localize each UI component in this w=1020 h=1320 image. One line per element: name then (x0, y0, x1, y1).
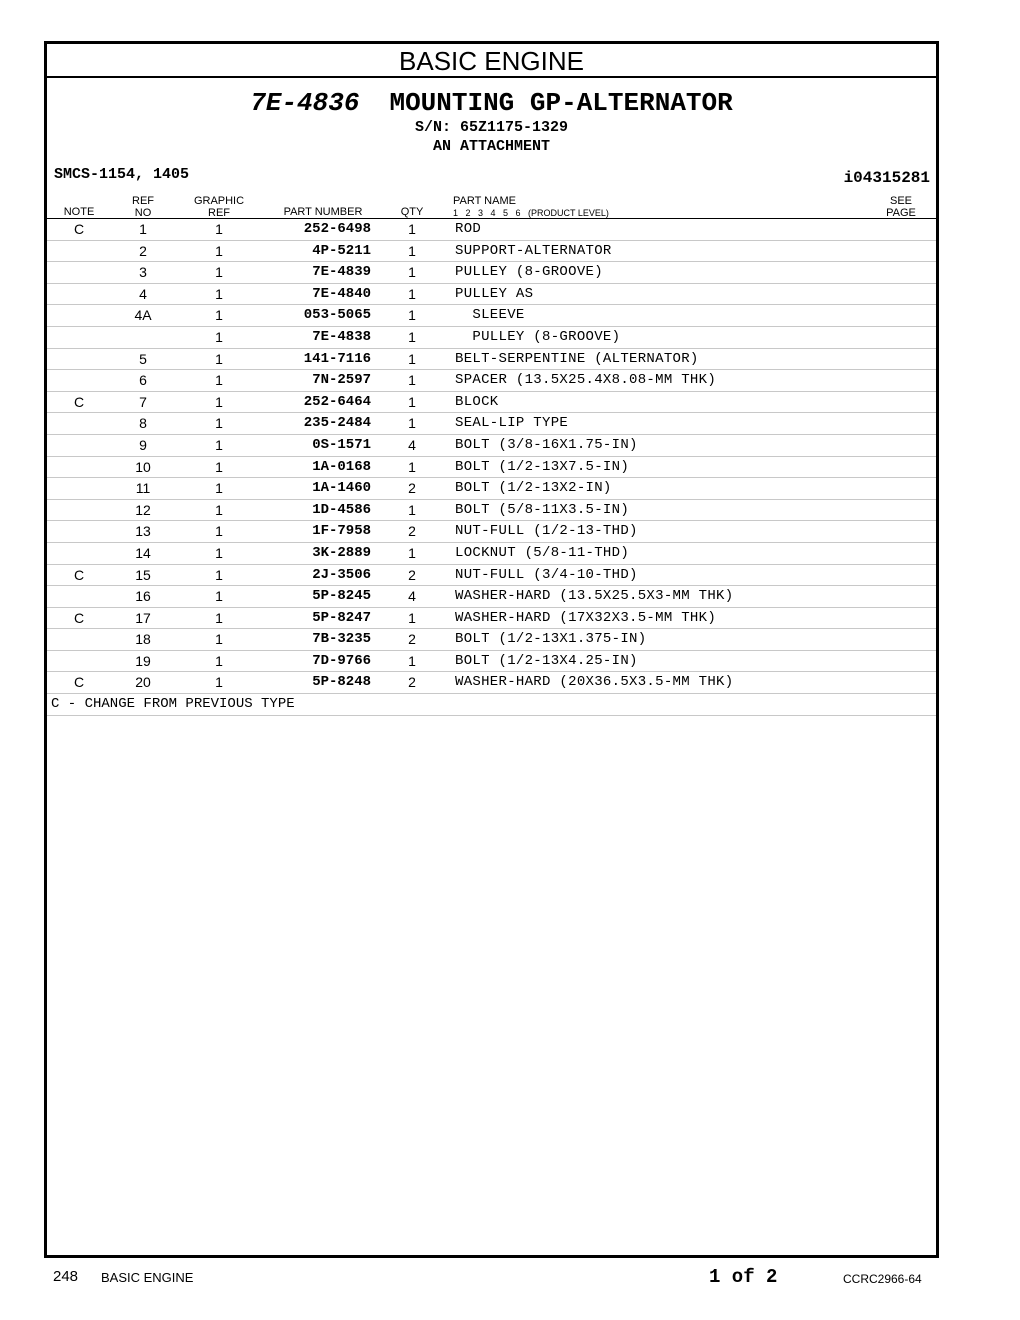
row-part-number: 7E-4840 (312, 285, 371, 302)
row-part-number: 0S-1571 (312, 436, 371, 453)
row-qty: 2 (408, 566, 416, 583)
table-row (47, 392, 936, 414)
row-part-name: WASHER-HARD (17X32X3.5-MM THK) (455, 609, 717, 626)
table-row (47, 651, 936, 673)
header-see-top: SEE (889, 195, 912, 207)
header-part-name (453, 195, 609, 219)
row-qty: 1 (408, 307, 416, 324)
row-part-name: BLOCK (455, 393, 499, 410)
header-product-levels: 1 2 3 4 5 6 (PRODUCT LEVEL) (453, 208, 609, 218)
row-part-name: LOCKNUT (5/8-11-THD) (455, 544, 630, 561)
row-qty: 1 (408, 264, 416, 281)
row-qty: 1 (408, 393, 416, 410)
row-note: C (73, 674, 85, 691)
row-part-name: BOLT (1/2-13X2-IN) (455, 480, 612, 497)
footer-page-number: 248 (53, 1268, 79, 1285)
table-row (47, 500, 936, 522)
row-part-number: 5P-8245 (312, 588, 371, 605)
row-graphic-ref: 1 (215, 372, 223, 389)
row-part-name: WASHER-HARD (13.5X25.5X3-MM THK) (455, 588, 734, 605)
table-row (47, 565, 936, 587)
row-graphic-ref: 1 (215, 458, 223, 475)
row-ref-no: 4 (139, 285, 147, 302)
row-qty: 1 (408, 609, 416, 626)
table-row (47, 241, 936, 263)
row-qty: 1 (408, 652, 416, 669)
row-part-name: PULLEY (8-GROOVE) (455, 264, 603, 281)
row-part-number: 5P-8247 (312, 609, 371, 626)
row-graphic-ref: 1 (215, 523, 223, 540)
row-part-name: ROD (455, 221, 482, 237)
row-part-number: 3K-2889 (312, 544, 371, 561)
row-ref-no: 13 (135, 523, 151, 540)
row-part-name: PULLEY AS (455, 285, 534, 302)
row-graphic-ref: 1 (215, 328, 223, 345)
row-part-name: NUT-FULL (1/2-13-THD) (455, 523, 638, 540)
table-row (47, 435, 936, 457)
row-qty: 2 (408, 674, 416, 691)
row-part-number: 141-7116 (303, 350, 371, 367)
table-row (47, 219, 936, 241)
row-ref-no: 1 (139, 221, 147, 237)
row-ref-no: 20 (135, 674, 151, 691)
row-qty: 2 (408, 480, 416, 497)
row-graphic-ref: 1 (215, 415, 223, 432)
row-qty: 4 (408, 588, 416, 605)
page-heading (47, 88, 936, 118)
row-part-number: 1D-4586 (312, 501, 371, 518)
page-frame (44, 41, 939, 1258)
row-ref-no: 4A (134, 307, 152, 324)
smcs-codes: SMCS-1154, 1405 (54, 166, 190, 183)
row-part-number: 7N-2597 (312, 372, 371, 389)
parts-table (47, 219, 936, 716)
row-qty: 2 (408, 523, 416, 540)
row-part-number: 1A-0168 (312, 458, 371, 475)
row-note: C (73, 393, 85, 410)
row-ref-no: 3 (139, 264, 147, 281)
heading-title: MOUNTING GP-ALTERNATOR (389, 88, 733, 118)
row-graphic-ref: 1 (215, 480, 223, 497)
row-graphic-ref: 1 (215, 588, 223, 605)
row-ref-no: 5 (139, 350, 147, 367)
table-row (47, 305, 936, 327)
table-row (47, 521, 936, 543)
row-ref-no: 9 (139, 436, 147, 453)
header-graphic-bottom: REF (208, 207, 230, 219)
row-graphic-ref: 1 (215, 652, 223, 669)
row-part-name: BOLT (1/2-13X4.25-IN) (455, 652, 638, 669)
table-row (47, 672, 936, 694)
row-part-number: 7E-4839 (312, 264, 371, 281)
row-ref-no: 11 (135, 480, 151, 497)
row-graphic-ref: 1 (215, 285, 223, 302)
row-ref-no: 16 (135, 588, 151, 605)
header-see-page (879, 195, 923, 219)
row-part-number: 1F-7958 (312, 523, 371, 540)
row-graphic-ref: 1 (215, 436, 223, 453)
row-ref-no: 17 (135, 609, 151, 626)
row-qty: 1 (408, 372, 416, 389)
row-ref-no: 8 (139, 415, 147, 432)
row-part-number: 7E-4838 (312, 328, 371, 345)
row-graphic-ref: 1 (215, 350, 223, 367)
table-row (47, 586, 936, 608)
row-part-number: 7B-3235 (312, 631, 371, 648)
row-part-name: SUPPORT-ALTERNATOR (455, 242, 612, 259)
row-ref-no: 14 (135, 544, 151, 561)
row-qty: 1 (408, 415, 416, 432)
table-row (47, 457, 936, 479)
row-part-name: SPACER (13.5X25.4X8.08-MM THK) (455, 372, 717, 389)
table-row (47, 478, 936, 500)
header-graphic-ref (187, 195, 251, 219)
row-qty: 1 (408, 544, 416, 561)
row-part-number: 252-6464 (303, 393, 371, 410)
row-part-name: BOLT (3/8-16X1.75-IN) (455, 436, 638, 453)
row-part-name: BOLT (5/8-11X3.5-IN) (455, 501, 630, 518)
row-qty: 1 (408, 458, 416, 475)
row-part-number: 252-6498 (303, 221, 371, 237)
table-row (47, 608, 936, 630)
row-note: C (73, 566, 85, 583)
footer-page-of: 1 of 2 (709, 1266, 778, 1288)
row-ref-no: 6 (139, 372, 147, 389)
attachment-label: AN ATTACHMENT (432, 138, 551, 155)
row-ref-no: 19 (135, 652, 151, 669)
row-ref-no: 10 (135, 458, 151, 475)
header-qty: QTY (400, 206, 424, 218)
table-row (47, 262, 936, 284)
row-qty: 4 (408, 436, 416, 453)
row-qty: 1 (408, 242, 416, 259)
row-ref-no: 15 (135, 566, 151, 583)
row-qty: 1 (408, 501, 416, 518)
row-qty: 2 (408, 631, 416, 648)
row-part-name: WASHER-HARD (20X36.5X3.5-MM THK) (455, 674, 734, 691)
row-ref-no: 7 (139, 393, 147, 410)
row-part-number: 4P-5211 (312, 242, 371, 259)
row-part-name: NUT-FULL (3/4-10-THD) (455, 566, 638, 583)
table-row (47, 327, 936, 349)
row-graphic-ref: 1 (215, 221, 223, 237)
header-graphic-top: GRAPHIC (193, 195, 245, 207)
serial-number: S/N: 65Z1175-1329 (414, 119, 569, 136)
row-note: C (73, 221, 85, 237)
row-graphic-ref: 1 (215, 393, 223, 410)
row-ref-no: 2 (139, 242, 147, 259)
row-part-number: 5P-8248 (312, 674, 371, 691)
row-part-name: BOLT (1/2-13X1.375-IN) (455, 631, 647, 648)
header-part-name-label: PART NAME (453, 195, 516, 207)
row-note: C (73, 609, 85, 626)
row-qty: 1 (408, 285, 416, 302)
row-ref-no: 18 (135, 631, 151, 648)
table-row (47, 629, 936, 651)
row-part-number: 7D-9766 (312, 652, 371, 669)
row-part-name: BELT-SERPENTINE (ALTERNATOR) (455, 350, 699, 367)
row-ref-no: 12 (135, 501, 151, 518)
section-title: BASIC ENGINE (47, 44, 936, 78)
row-graphic-ref: 1 (215, 609, 223, 626)
row-graphic-ref: 1 (215, 566, 223, 583)
table-row (47, 370, 936, 392)
row-qty: 1 (408, 328, 416, 345)
table-row (47, 413, 936, 435)
header-part-number: PART NUMBER (283, 206, 363, 218)
row-graphic-ref: 1 (215, 674, 223, 691)
row-graphic-ref: 1 (215, 242, 223, 259)
row-part-name: PULLEY (8-GROOVE) (455, 328, 621, 345)
row-graphic-ref: 1 (215, 501, 223, 518)
header-see-bottom: PAGE (886, 207, 916, 219)
row-part-number: 053-5065 (303, 307, 371, 324)
header-note: NOTE (63, 206, 95, 218)
header-ref-top: REF (132, 195, 154, 207)
row-graphic-ref: 1 (215, 264, 223, 281)
row-part-name: BOLT (1/2-13X7.5-IN) (455, 458, 630, 475)
row-part-number: 1A-1460 (312, 480, 371, 497)
table-row (47, 543, 936, 565)
row-graphic-ref: 1 (215, 631, 223, 648)
row-graphic-ref: 1 (215, 544, 223, 561)
footer-doc-code: CCRC2966-64 (843, 1272, 922, 1286)
row-part-number: 235-2484 (303, 415, 371, 432)
illustration-id: i04315281 (843, 169, 930, 187)
table-row (47, 284, 936, 306)
legend-note: C - CHANGE FROM PREVIOUS TYPE (47, 694, 936, 716)
row-part-number: 2J-3506 (312, 566, 371, 583)
table-row (47, 349, 936, 371)
row-qty: 1 (408, 221, 416, 237)
row-part-name: SEAL-LIP TYPE (455, 415, 569, 432)
row-part-name: SLEEVE (455, 307, 525, 324)
heading-part-number: 7E-4836 (250, 88, 360, 118)
footer-section: BASIC ENGINE (101, 1270, 194, 1285)
header-ref-bottom: NO (134, 207, 152, 219)
row-graphic-ref: 1 (215, 307, 223, 324)
header-ref-no (123, 195, 163, 219)
row-qty: 1 (408, 350, 416, 367)
